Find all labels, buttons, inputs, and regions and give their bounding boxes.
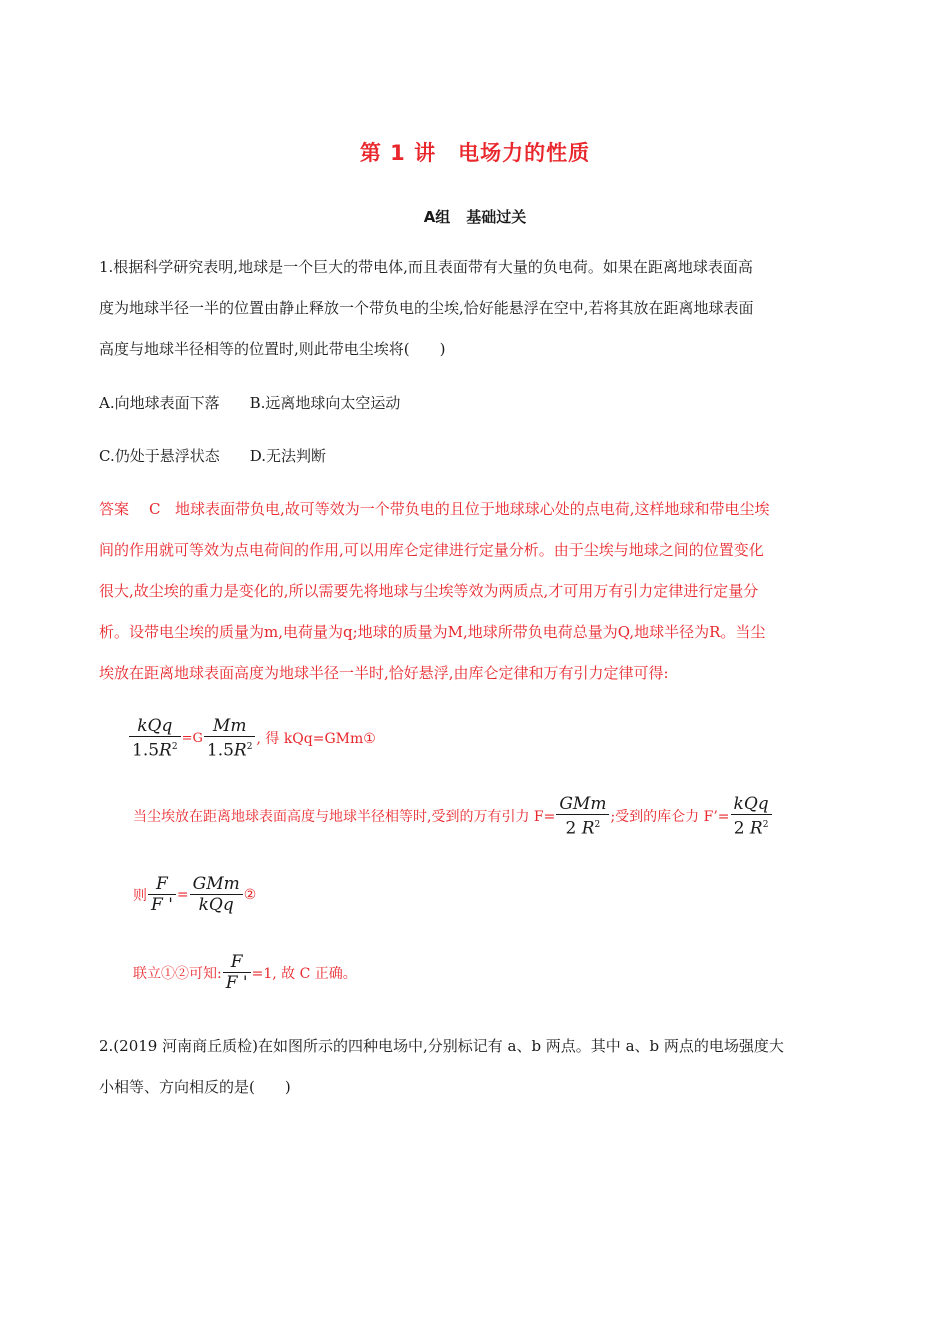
equation-1 (128, 716, 376, 761)
group-heading (0, 206, 950, 227)
question-1-line: 度为地球半径一半的位置由静止释放一个带负电的尘埃,恰好能悬浮在空中,若将其放在距离地球表面 (99, 299, 754, 317)
equation-text: 联立①②可知: (133, 965, 222, 982)
numerator: GMm (192, 874, 240, 894)
equation-text: 当尘埃放在距离地球表面高度与地球半径相等时,受到的万有引力 F= (133, 809, 556, 826)
fraction (556, 794, 609, 839)
numerator: F (156, 874, 168, 894)
denominator-symbol: R (581, 818, 595, 839)
group-label: A组 (423, 208, 451, 226)
denominator-symbol: R (233, 740, 247, 761)
option-c: C.仍处于悬浮状态 (99, 447, 220, 465)
denominator (731, 815, 772, 839)
denominator (563, 815, 604, 839)
denominator-number: 2 (565, 818, 577, 839)
question-1-options-row-2 (99, 446, 326, 466)
equation-text: , 得 kQq=GMm① (256, 731, 376, 748)
lecture-number: 第 1 讲 (359, 141, 437, 165)
answer-text: 地球表面带负电,故可等效为一个带负电的且位于地球球心处的点电荷,这样地球和带电尘埃 (175, 500, 770, 518)
denominator-number: 1.5 (132, 740, 160, 761)
equation-text: ② (243, 886, 257, 903)
group-topic: 基础过关 (466, 208, 527, 226)
denominator: F ' (151, 895, 173, 915)
answer-line: 埃放在距离地球表面高度为地球半径一半时,恰好悬浮,由库仑定律和万有引力定律可得: (99, 664, 669, 682)
answer-line: 很大,故尘埃的重力是变化的,所以需要先将地球与尘埃等效为两质点,才可用万有引力定律进行定量分 (99, 582, 759, 600)
denominator-symbol: R (159, 740, 172, 761)
answer-line: 析。设带电尘埃的质量为m,电荷量为q;地球的质量为M,地球所带负电荷总量为Q,地球半径为R。当尘 (99, 623, 766, 641)
question-2-stem (99, 1026, 851, 1108)
fraction (148, 874, 176, 915)
denominator: F ' (225, 973, 248, 993)
option-d: D.无法判断 (249, 447, 326, 465)
option-b: B.远离地球向太空运动 (249, 394, 401, 412)
exponent: 2 (594, 820, 601, 830)
fraction (190, 874, 243, 915)
denominator: kQq (198, 895, 234, 915)
numerator: kQq (137, 716, 173, 736)
option-a: A.向地球表面下落 (99, 394, 220, 412)
exponent: 2 (762, 820, 769, 830)
answer-letter: C (149, 500, 161, 518)
question-1-line: 高度与地球半径相等的位置时,则此带电尘埃将( ) (99, 340, 446, 358)
equation-4 (133, 952, 357, 993)
question-1-options-row-1 (99, 393, 400, 413)
denominator (204, 737, 256, 761)
answer-label: 答案 (99, 500, 130, 518)
denominator-symbol: R (749, 818, 763, 839)
answer-line: 间的作用就可等效为点电荷间的作用,可以用库仑定律进行定量分析。由于尘埃与地球之间的位置变化 (99, 541, 764, 559)
fraction (129, 716, 181, 761)
answer-explanation (99, 489, 851, 694)
equation-text: =G (181, 730, 203, 746)
numerator: F (230, 952, 243, 972)
question-2-line: 小相等、方向相反的是( ) (99, 1078, 291, 1096)
denominator-number: 2 (733, 818, 745, 839)
answer-line (99, 489, 851, 530)
numerator: kQq (733, 794, 769, 814)
equation-text: = (176, 886, 189, 903)
equation-2 (133, 794, 773, 839)
question-1-line: 1.根据科学研究表明,地球是一个巨大的带电体,而且表面带有大量的负电荷。如果在距离地球表面高 (99, 258, 753, 276)
question-1-stem (99, 247, 851, 370)
equation-text: 则 (133, 887, 147, 904)
fraction (223, 952, 251, 993)
lecture-title (0, 137, 950, 167)
denominator (129, 737, 181, 761)
exponent: 2 (246, 742, 253, 752)
equation-3 (133, 874, 256, 915)
lecture-topic: 电场力的性质 (458, 141, 591, 165)
question-2-line: 2.(2019 河南商丘质检)在如图所示的四种电场中,分别标记有 a、b 两点。其中 a、b 两点的电场强度大 (99, 1037, 784, 1055)
numerator: GMm (559, 794, 607, 814)
denominator-number: 1.5 (206, 740, 234, 761)
exponent: 2 (171, 742, 178, 752)
fraction (731, 794, 772, 839)
equation-text: =1, 故 C 正确。 (251, 965, 357, 982)
fraction (204, 716, 256, 761)
numerator: Mm (212, 716, 247, 736)
equation-text: ;受到的库仑力 F’= (610, 809, 730, 826)
